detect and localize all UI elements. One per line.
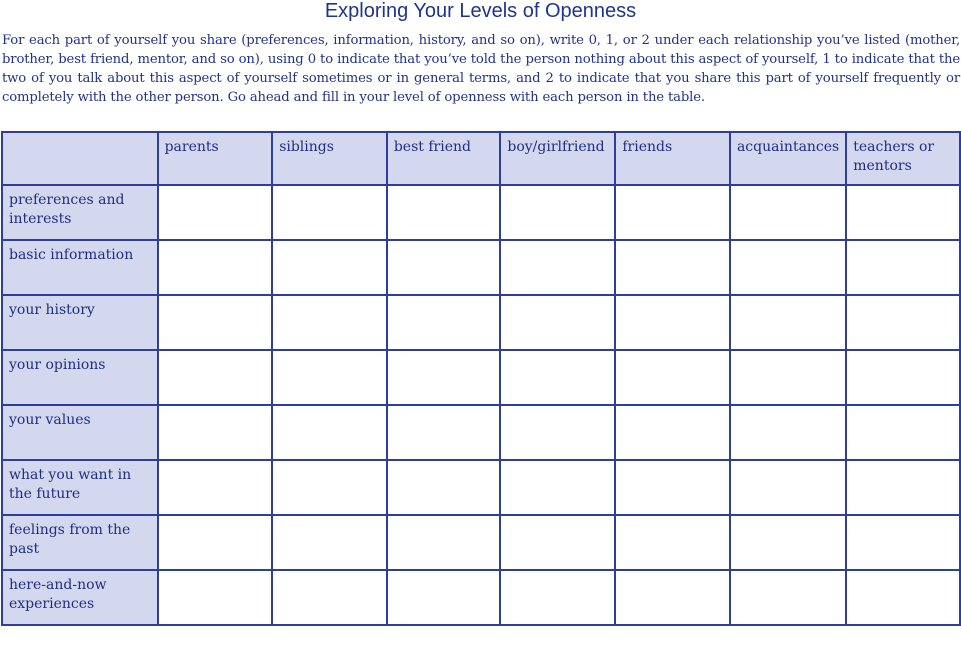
openness-input-cell[interactable] bbox=[846, 350, 960, 405]
table-row bbox=[2, 295, 960, 350]
row-header: your values bbox=[2, 405, 158, 460]
openness-input-cell[interactable] bbox=[615, 405, 730, 460]
openness-input-cell[interactable] bbox=[500, 460, 615, 515]
page-title: Exploring Your Levels of Openness bbox=[324, 0, 637, 22]
column-header: siblings bbox=[272, 132, 387, 185]
header-row bbox=[2, 132, 960, 185]
table-row bbox=[2, 570, 960, 625]
table-row bbox=[2, 240, 960, 295]
openness-input-cell[interactable] bbox=[500, 515, 615, 570]
openness-input-cell[interactable] bbox=[730, 515, 846, 570]
openness-input-cell[interactable] bbox=[846, 240, 960, 295]
openness-input-cell[interactable] bbox=[846, 570, 960, 625]
openness-input-cell[interactable] bbox=[730, 185, 846, 240]
openness-input-cell[interactable] bbox=[272, 460, 387, 515]
openness-table bbox=[1, 131, 961, 626]
openness-input-cell[interactable] bbox=[730, 570, 846, 625]
openness-input-cell[interactable] bbox=[615, 295, 730, 350]
openness-input-cell[interactable] bbox=[387, 570, 501, 625]
openness-input-cell[interactable] bbox=[846, 515, 960, 570]
openness-input-cell[interactable] bbox=[387, 240, 501, 295]
table-row bbox=[2, 405, 960, 460]
openness-input-cell[interactable] bbox=[272, 570, 387, 625]
openness-input-cell[interactable] bbox=[158, 405, 273, 460]
openness-input-cell[interactable] bbox=[500, 240, 615, 295]
openness-input-cell[interactable] bbox=[158, 185, 273, 240]
openness-input-cell[interactable] bbox=[272, 240, 387, 295]
openness-input-cell[interactable] bbox=[730, 405, 846, 460]
column-header: acquaintances bbox=[730, 132, 846, 185]
openness-input-cell[interactable] bbox=[615, 460, 730, 515]
openness-input-cell[interactable] bbox=[387, 295, 501, 350]
openness-input-cell[interactable] bbox=[272, 350, 387, 405]
openness-input-cell[interactable] bbox=[615, 570, 730, 625]
table-row bbox=[2, 350, 960, 405]
openness-input-cell[interactable] bbox=[500, 405, 615, 460]
openness-input-cell[interactable] bbox=[272, 185, 387, 240]
openness-input-cell[interactable] bbox=[846, 185, 960, 240]
openness-input-cell[interactable] bbox=[387, 185, 501, 240]
openness-input-cell[interactable] bbox=[846, 460, 960, 515]
openness-input-cell[interactable] bbox=[387, 350, 501, 405]
row-header: basic information bbox=[2, 240, 158, 295]
instructions-paragraph: For each part of yourself you share (preferences, information, history, and so on), write 0, 1, or 2 under each relationship you’ve listed (mother, brother, best friend, mentor, and so on), using 0 to indicate that you’ve told the person nothing about this aspect of yourself, 1 to indicate that the two of you talk about this aspect of yourself sometimes or in general terms, and 2 to indicate that you share this part of yourself frequently or completely with the other person. Go ahead and fill in your level of openness with each person in the table. bbox=[2, 33, 960, 105]
openness-input-cell[interactable] bbox=[158, 515, 273, 570]
table-row bbox=[2, 460, 960, 515]
openness-input-cell[interactable] bbox=[846, 295, 960, 350]
row-header: here-and-now experiences bbox=[2, 570, 158, 625]
openness-input-cell[interactable] bbox=[158, 570, 273, 625]
openness-input-cell[interactable] bbox=[272, 515, 387, 570]
row-header: what you want in the future bbox=[2, 460, 158, 515]
openness-input-cell[interactable] bbox=[158, 350, 273, 405]
openness-input-cell[interactable] bbox=[387, 515, 501, 570]
column-header: teachers or mentors bbox=[846, 132, 960, 185]
column-header: friends bbox=[615, 132, 730, 185]
openness-input-cell[interactable] bbox=[500, 185, 615, 240]
openness-input-cell[interactable] bbox=[615, 240, 730, 295]
column-header: parents bbox=[158, 132, 273, 185]
row-header: feelings from the past bbox=[2, 515, 158, 570]
openness-input-cell[interactable] bbox=[158, 460, 273, 515]
openness-input-cell[interactable] bbox=[158, 240, 273, 295]
openness-input-cell[interactable] bbox=[500, 350, 615, 405]
openness-input-cell[interactable] bbox=[387, 460, 501, 515]
openness-input-cell[interactable] bbox=[615, 350, 730, 405]
openness-input-cell[interactable] bbox=[730, 350, 846, 405]
openness-input-cell[interactable] bbox=[272, 295, 387, 350]
openness-input-cell[interactable] bbox=[730, 240, 846, 295]
openness-input-cell[interactable] bbox=[500, 295, 615, 350]
column-header: best friend bbox=[387, 132, 501, 185]
table-row bbox=[2, 185, 960, 240]
openness-input-cell[interactable] bbox=[846, 405, 960, 460]
openness-input-cell[interactable] bbox=[500, 570, 615, 625]
openness-input-cell[interactable] bbox=[387, 405, 501, 460]
table-row bbox=[2, 515, 960, 570]
openness-input-cell[interactable] bbox=[158, 295, 273, 350]
openness-input-cell[interactable] bbox=[615, 185, 730, 240]
openness-input-cell[interactable] bbox=[272, 405, 387, 460]
column-header: boy/girlfriend bbox=[500, 132, 615, 185]
openness-input-cell[interactable] bbox=[615, 515, 730, 570]
row-header: preferences and interests bbox=[2, 185, 158, 240]
openness-input-cell[interactable] bbox=[730, 295, 846, 350]
row-header: your opinions bbox=[2, 350, 158, 405]
corner-cell bbox=[2, 132, 158, 185]
row-header: your history bbox=[2, 295, 158, 350]
openness-input-cell[interactable] bbox=[730, 460, 846, 515]
